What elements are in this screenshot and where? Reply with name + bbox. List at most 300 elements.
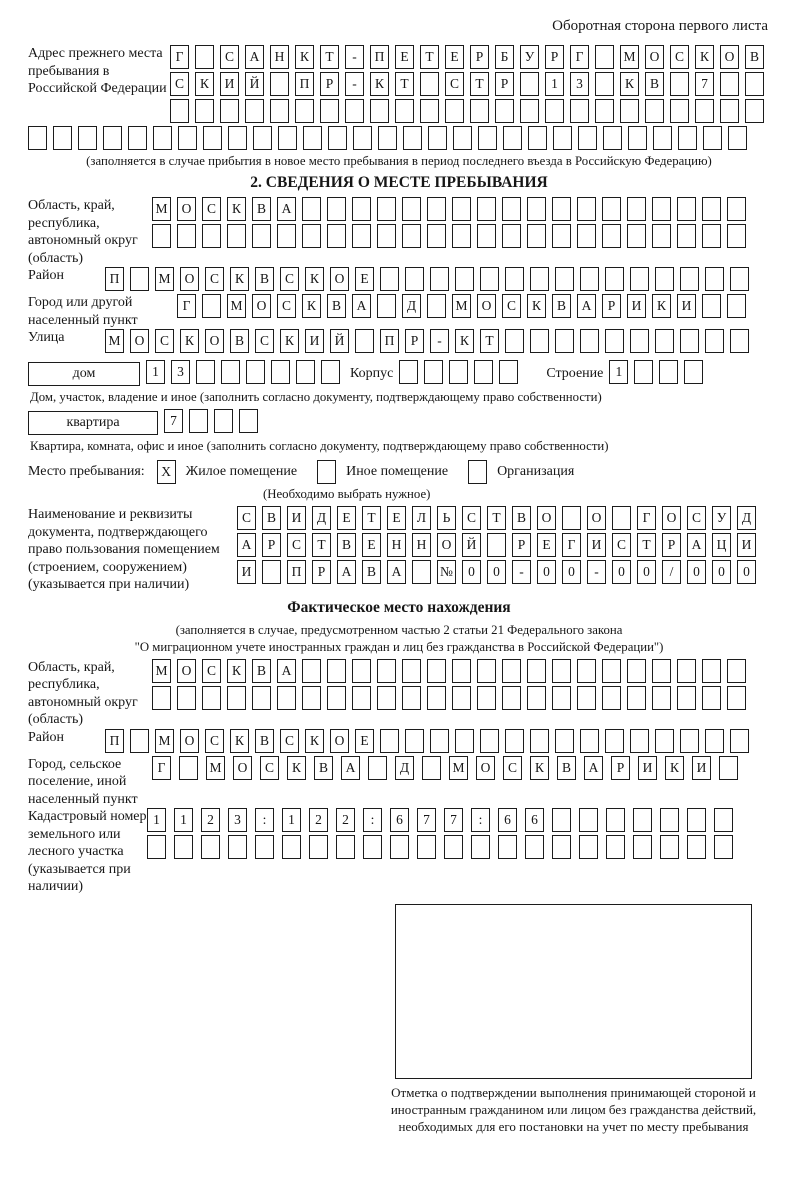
char-cell — [252, 686, 271, 710]
char-cell — [445, 99, 464, 123]
field-district — [28, 267, 770, 294]
char-row — [147, 808, 733, 832]
char-cell — [720, 99, 739, 123]
char-cell — [730, 729, 749, 753]
char-row — [237, 533, 756, 557]
char-cell — [555, 729, 574, 753]
char-cell: Е — [395, 45, 414, 69]
char-cell: Н — [412, 533, 431, 557]
char-cell: И — [638, 756, 657, 780]
char-cell: Р — [602, 294, 621, 318]
char-row — [152, 686, 746, 710]
char-cell: М — [620, 45, 639, 69]
char-cell: И — [692, 756, 711, 780]
char-cell — [195, 99, 214, 123]
char-cell: Д — [737, 506, 756, 530]
document-rows — [237, 506, 756, 587]
char-cell — [727, 294, 746, 318]
char-cell: А — [237, 533, 256, 557]
char-cell — [377, 686, 396, 710]
char-cell — [255, 835, 274, 859]
char-cell: О — [645, 45, 664, 69]
char-cell — [302, 224, 321, 248]
char-cell — [427, 294, 446, 318]
char-cell — [195, 45, 214, 69]
char-cell: 2 — [336, 808, 355, 832]
char-cell — [28, 126, 47, 150]
char-cell — [395, 99, 414, 123]
char-cell: Й — [330, 329, 349, 353]
prev-address-label: Адрес прежнего места пребывания в Российской Федерации — [28, 46, 167, 96]
char-cell — [321, 360, 340, 384]
char-cell: А — [277, 197, 296, 221]
char-cell — [246, 360, 265, 384]
char-cell: Т — [420, 45, 439, 69]
char-cell — [239, 409, 258, 433]
char-cell — [201, 835, 220, 859]
char-cell — [471, 835, 490, 859]
char-cell — [152, 686, 171, 710]
char-cell: П — [295, 72, 314, 96]
document-label: Наименование и реквизиты документа, подтверждающего право пользования помещением (строением, сооружением) (указывается при наличии) — [28, 507, 220, 592]
char-cell — [430, 267, 449, 291]
char-cell — [363, 835, 382, 859]
char-cell — [605, 729, 624, 753]
char-cell — [245, 99, 264, 123]
char-cell: О — [177, 197, 196, 221]
char-cell — [653, 126, 672, 150]
char-cell: К — [370, 72, 389, 96]
char-cell: 7 — [164, 409, 183, 433]
char-cell — [670, 72, 689, 96]
char-cell — [252, 224, 271, 248]
char-cell: 1 — [609, 360, 628, 384]
char-cell — [377, 659, 396, 683]
char-cell — [345, 99, 364, 123]
char-cell — [680, 329, 699, 353]
char-cell: Р — [611, 756, 630, 780]
char-row — [152, 224, 746, 248]
char-cell: А — [341, 756, 360, 780]
char-cell: К — [620, 72, 639, 96]
char-cell — [499, 360, 518, 384]
char-cell: В — [557, 756, 576, 780]
char-cell: 0 — [712, 560, 731, 584]
char-cell — [427, 224, 446, 248]
char-cell: О — [477, 294, 496, 318]
char-cell: 0 — [537, 560, 556, 584]
apartment-box-label: квартира — [28, 411, 158, 435]
char-cell — [296, 360, 315, 384]
char-cell: В — [255, 267, 274, 291]
field-street — [28, 329, 770, 356]
char-cell — [595, 99, 614, 123]
char-cell — [368, 756, 387, 780]
char-cell — [203, 126, 222, 150]
char-cell — [179, 756, 198, 780]
char-cell — [528, 126, 547, 150]
char-row — [105, 729, 749, 753]
char-cell — [705, 329, 724, 353]
char-cell — [428, 126, 447, 150]
char-cell: Г — [637, 506, 656, 530]
char-cell — [578, 126, 597, 150]
char-cell: О — [587, 506, 606, 530]
char-cell: - — [430, 329, 449, 353]
checkbox-other-premises — [317, 460, 336, 484]
field-prev-address — [28, 45, 770, 126]
char-cell — [595, 72, 614, 96]
char-cell — [196, 360, 215, 384]
char-cell — [353, 126, 372, 150]
char-cell: О — [720, 45, 739, 69]
confirmation-stamp-box — [395, 904, 752, 1079]
char-cell — [502, 224, 521, 248]
char-cell: К — [455, 329, 474, 353]
char-cell: К — [652, 294, 671, 318]
char-cell — [477, 224, 496, 248]
house-caption: Дом, участок, владение и иное (заполнить согласно документу, подтверждающему право собственности) — [30, 390, 602, 404]
char-cell — [552, 808, 571, 832]
char-cell — [505, 729, 524, 753]
field-actual-city — [28, 756, 770, 809]
char-cell: В — [512, 506, 531, 530]
char-cell — [655, 267, 674, 291]
char-cell — [352, 686, 371, 710]
char-row — [237, 560, 756, 584]
char-cell — [214, 409, 233, 433]
char-row — [170, 72, 764, 96]
char-cell: Н — [387, 533, 406, 557]
char-row — [170, 45, 764, 69]
char-cell: Е — [537, 533, 556, 557]
char-cell: В — [327, 294, 346, 318]
char-cell: О — [177, 659, 196, 683]
char-cell — [152, 224, 171, 248]
char-cell — [652, 686, 671, 710]
char-cell: О — [330, 267, 349, 291]
char-cell — [453, 126, 472, 150]
char-cell — [527, 686, 546, 710]
char-cell — [424, 360, 443, 384]
char-cell — [422, 756, 441, 780]
char-cell: В — [362, 560, 381, 584]
char-cell: С — [202, 197, 221, 221]
char-cell — [262, 560, 281, 584]
char-cell: В — [552, 294, 571, 318]
char-cell — [227, 224, 246, 248]
char-cell: Д — [395, 756, 414, 780]
char-cell — [555, 329, 574, 353]
char-cell: В — [230, 329, 249, 353]
char-cell — [727, 659, 746, 683]
char-cell — [420, 72, 439, 96]
region-label: Область, край, республика, автономный округ (область) — [28, 198, 138, 266]
char-cell: В — [745, 45, 764, 69]
char-cell: К — [230, 267, 249, 291]
char-cell — [402, 197, 421, 221]
char-cell: Т — [480, 329, 499, 353]
char-cell — [202, 294, 221, 318]
char-cell: Т — [362, 506, 381, 530]
char-cell — [727, 224, 746, 248]
char-cell — [719, 756, 738, 780]
char-cell: К — [665, 756, 684, 780]
char-cell — [579, 808, 598, 832]
char-cell — [270, 72, 289, 96]
char-cell — [455, 729, 474, 753]
char-cell — [730, 267, 749, 291]
house-box-label: дом — [28, 362, 140, 386]
char-cell: О — [252, 294, 271, 318]
char-cell — [579, 835, 598, 859]
char-row — [105, 267, 749, 291]
char-cell — [553, 126, 572, 150]
char-cell: Й — [245, 72, 264, 96]
char-row — [152, 197, 746, 221]
char-cell: В — [337, 533, 356, 557]
char-cell: 3 — [228, 808, 247, 832]
char-cell — [380, 729, 399, 753]
char-cell — [502, 686, 521, 710]
char-cell: В — [262, 506, 281, 530]
char-cell: С — [255, 329, 274, 353]
char-cell — [555, 267, 574, 291]
char-cell: О — [205, 329, 224, 353]
char-cell: : — [471, 808, 490, 832]
char-cell — [327, 659, 346, 683]
char-cell — [530, 267, 549, 291]
char-cell: С — [670, 45, 689, 69]
char-cell — [377, 224, 396, 248]
char-row — [609, 360, 703, 384]
char-cell — [202, 686, 221, 710]
char-cell: 1 — [282, 808, 301, 832]
char-cell — [303, 126, 322, 150]
apartment-caption: Квартира, комната, офис и иное (заполнить согласно документу, подтверждающему право собственности) — [30, 439, 609, 453]
char-cell — [377, 294, 396, 318]
char-cell: А — [687, 533, 706, 557]
char-cell: К — [530, 756, 549, 780]
char-cell: Й — [462, 533, 481, 557]
char-cell: Г — [177, 294, 196, 318]
char-cell — [427, 686, 446, 710]
char-cell: В — [314, 756, 333, 780]
char-cell — [595, 45, 614, 69]
char-cell — [530, 729, 549, 753]
char-cell — [580, 729, 599, 753]
char-cell: М — [152, 659, 171, 683]
char-cell: О — [130, 329, 149, 353]
char-cell — [455, 267, 474, 291]
char-cell — [452, 197, 471, 221]
char-cell — [745, 99, 764, 123]
char-row — [237, 506, 756, 530]
char-cell — [602, 224, 621, 248]
char-cell: 0 — [487, 560, 506, 584]
char-cell — [703, 126, 722, 150]
char-cell: Д — [402, 294, 421, 318]
char-cell — [452, 224, 471, 248]
char-cell — [727, 686, 746, 710]
char-cell: И — [627, 294, 646, 318]
char-cell: 7 — [695, 72, 714, 96]
char-cell: Р — [512, 533, 531, 557]
char-cell: С — [202, 659, 221, 683]
page-side-note: Оборотная сторона первого листа — [552, 18, 768, 34]
char-cell: Е — [387, 506, 406, 530]
char-cell — [405, 729, 424, 753]
char-cell — [302, 197, 321, 221]
char-cell — [630, 329, 649, 353]
char-cell — [577, 659, 596, 683]
char-cell — [474, 360, 493, 384]
char-cell — [655, 329, 674, 353]
char-cell: И — [237, 560, 256, 584]
char-cell: У — [712, 506, 731, 530]
char-cell: Р — [262, 533, 281, 557]
char-cell: Ц — [712, 533, 731, 557]
checkbox-organization — [468, 460, 487, 484]
char-cell: Т — [395, 72, 414, 96]
char-cell — [577, 224, 596, 248]
cadastre-label: Кадастровый номер земельного или лесного участка (указывается при наличии) — [28, 809, 147, 894]
actual-region-label: Область, край, республика, автономный округ (область) — [28, 659, 138, 727]
char-cell: С — [612, 533, 631, 557]
char-cell: О — [180, 267, 199, 291]
char-cell: 2 — [309, 808, 328, 832]
char-cell: 1 — [174, 808, 193, 832]
char-cell — [627, 224, 646, 248]
char-cell — [227, 686, 246, 710]
char-cell — [677, 224, 696, 248]
field-actual-district — [28, 729, 770, 756]
char-cell: М — [152, 197, 171, 221]
char-cell: М — [452, 294, 471, 318]
char-cell — [478, 126, 497, 150]
stay-type-caption: (Необходимо выбрать нужное) — [263, 487, 431, 501]
char-cell: У — [520, 45, 539, 69]
char-cell: В — [645, 72, 664, 96]
char-cell — [295, 99, 314, 123]
char-cell — [220, 99, 239, 123]
char-cell — [659, 360, 678, 384]
char-cell — [612, 506, 631, 530]
char-cell: К — [287, 756, 306, 780]
char-cell: 1 — [147, 808, 166, 832]
char-cell — [277, 686, 296, 710]
char-cell — [552, 835, 571, 859]
char-cell: И — [737, 533, 756, 557]
char-cell — [153, 126, 172, 150]
char-cell: 0 — [462, 560, 481, 584]
char-cell — [606, 808, 625, 832]
prev-address-rows — [170, 45, 764, 126]
char-cell — [355, 329, 374, 353]
char-cell — [714, 808, 733, 832]
char-cell: Е — [337, 506, 356, 530]
char-cell — [605, 329, 624, 353]
char-cell: В — [252, 197, 271, 221]
char-row — [170, 99, 764, 123]
char-cell — [352, 224, 371, 248]
char-cell: Г — [562, 533, 581, 557]
char-cell — [634, 360, 653, 384]
char-cell — [420, 99, 439, 123]
char-cell — [652, 659, 671, 683]
option-label-other: Иное помещение — [346, 464, 449, 479]
char-cell: С — [260, 756, 279, 780]
actual-city-label: Город, сельское поселение, иной населенный пункт — [28, 756, 138, 807]
cadastre-rows — [147, 808, 733, 862]
char-cell — [745, 72, 764, 96]
char-cell: И — [677, 294, 696, 318]
char-cell — [505, 329, 524, 353]
char-cell — [417, 835, 436, 859]
char-cell — [390, 835, 409, 859]
char-cell — [655, 729, 674, 753]
char-cell — [570, 99, 589, 123]
char-cell: М — [449, 756, 468, 780]
char-cell — [477, 197, 496, 221]
char-row — [105, 329, 749, 353]
char-cell — [527, 197, 546, 221]
char-row — [399, 360, 518, 384]
char-cell — [189, 409, 208, 433]
char-row — [164, 409, 258, 433]
char-cell: С — [502, 294, 521, 318]
char-cell — [552, 224, 571, 248]
actual-location-caption-1: (заполняется в случае, предусмотренном частью 2 статьи 21 Федерального закона — [175, 622, 623, 637]
char-cell — [103, 126, 122, 150]
char-cell — [552, 659, 571, 683]
char-cell — [487, 533, 506, 557]
confirmation-area — [390, 904, 780, 1135]
char-cell: Т — [312, 533, 331, 557]
char-cell: Р — [405, 329, 424, 353]
char-cell: К — [695, 45, 714, 69]
char-cell: К — [195, 72, 214, 96]
char-cell — [336, 835, 355, 859]
char-cell — [403, 126, 422, 150]
char-cell — [645, 99, 664, 123]
char-cell: 0 — [562, 560, 581, 584]
char-cell: В — [252, 659, 271, 683]
char-cell — [602, 686, 621, 710]
street-label: Улица — [28, 330, 65, 345]
char-cell: Р — [312, 560, 331, 584]
char-cell — [449, 360, 468, 384]
char-cell: О — [180, 729, 199, 753]
char-cell — [498, 835, 517, 859]
char-cell — [327, 686, 346, 710]
char-cell: Е — [355, 267, 374, 291]
actual-location-title: Фактическое место нахождения — [287, 598, 511, 616]
char-cell — [228, 835, 247, 859]
char-cell: / — [662, 560, 681, 584]
option-label-residential: Жилое помещение — [185, 464, 298, 479]
char-cell — [520, 72, 539, 96]
char-cell: К — [180, 329, 199, 353]
char-cell: С — [445, 72, 464, 96]
char-cell: 3 — [570, 72, 589, 96]
korpus-label: Корпус — [350, 365, 394, 381]
char-cell: Ь — [437, 506, 456, 530]
char-cell: П — [287, 560, 306, 584]
char-cell — [728, 126, 747, 150]
char-cell — [405, 267, 424, 291]
char-cell: Т — [320, 45, 339, 69]
